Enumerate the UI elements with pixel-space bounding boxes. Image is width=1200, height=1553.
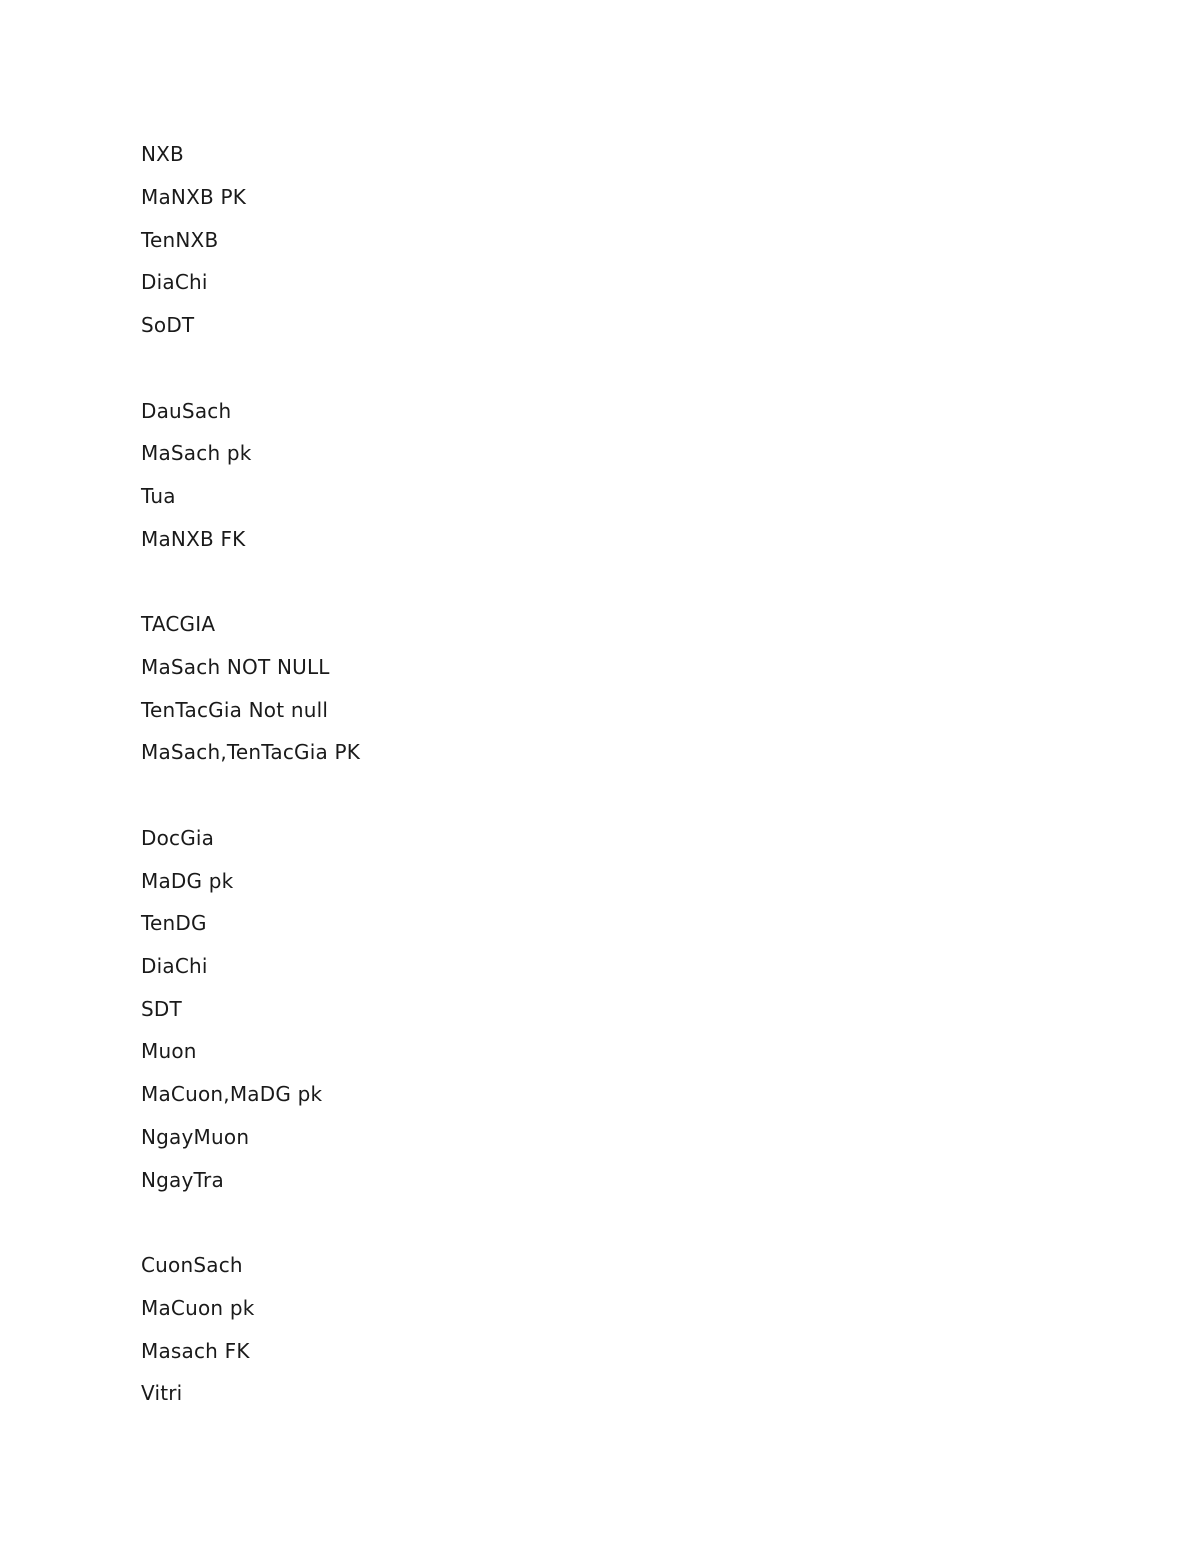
text-line: MaNXB FK [141, 527, 246, 551]
text-line: TACGIA [141, 612, 216, 636]
text-line: MaSach NOT NULL [141, 655, 330, 679]
text-line: Muon [141, 1039, 197, 1063]
text-line: MaSach pk [141, 441, 252, 465]
text-line: NXB [141, 142, 184, 166]
text-line: Masach FK [141, 1339, 250, 1363]
text-line: MaDG pk [141, 869, 234, 893]
text-line: MaSach,TenTacGia PK [141, 740, 361, 764]
text-line: NgayMuon [141, 1125, 250, 1149]
text-line: DauSach [141, 399, 232, 423]
text-line: TenDG [141, 911, 207, 935]
text-line: DocGia [141, 826, 215, 850]
text-line: SDT [141, 997, 182, 1021]
text-line: Tua [141, 484, 176, 508]
text-line: MaCuon,MaDG pk [141, 1082, 323, 1106]
text-line: Vitri [141, 1381, 183, 1405]
text-line: TenTacGia Not null [141, 698, 329, 722]
text-line: TenNXB [141, 228, 219, 252]
text-line: DiaChi [141, 270, 208, 294]
text-line: NgayTra [141, 1168, 224, 1192]
text-line: MaNXB PK [141, 185, 247, 209]
text-line: MaCuon pk [141, 1296, 255, 1320]
text-line: CuonSach [141, 1253, 243, 1277]
text-line: DiaChi [141, 954, 208, 978]
text-line: SoDT [141, 313, 195, 337]
